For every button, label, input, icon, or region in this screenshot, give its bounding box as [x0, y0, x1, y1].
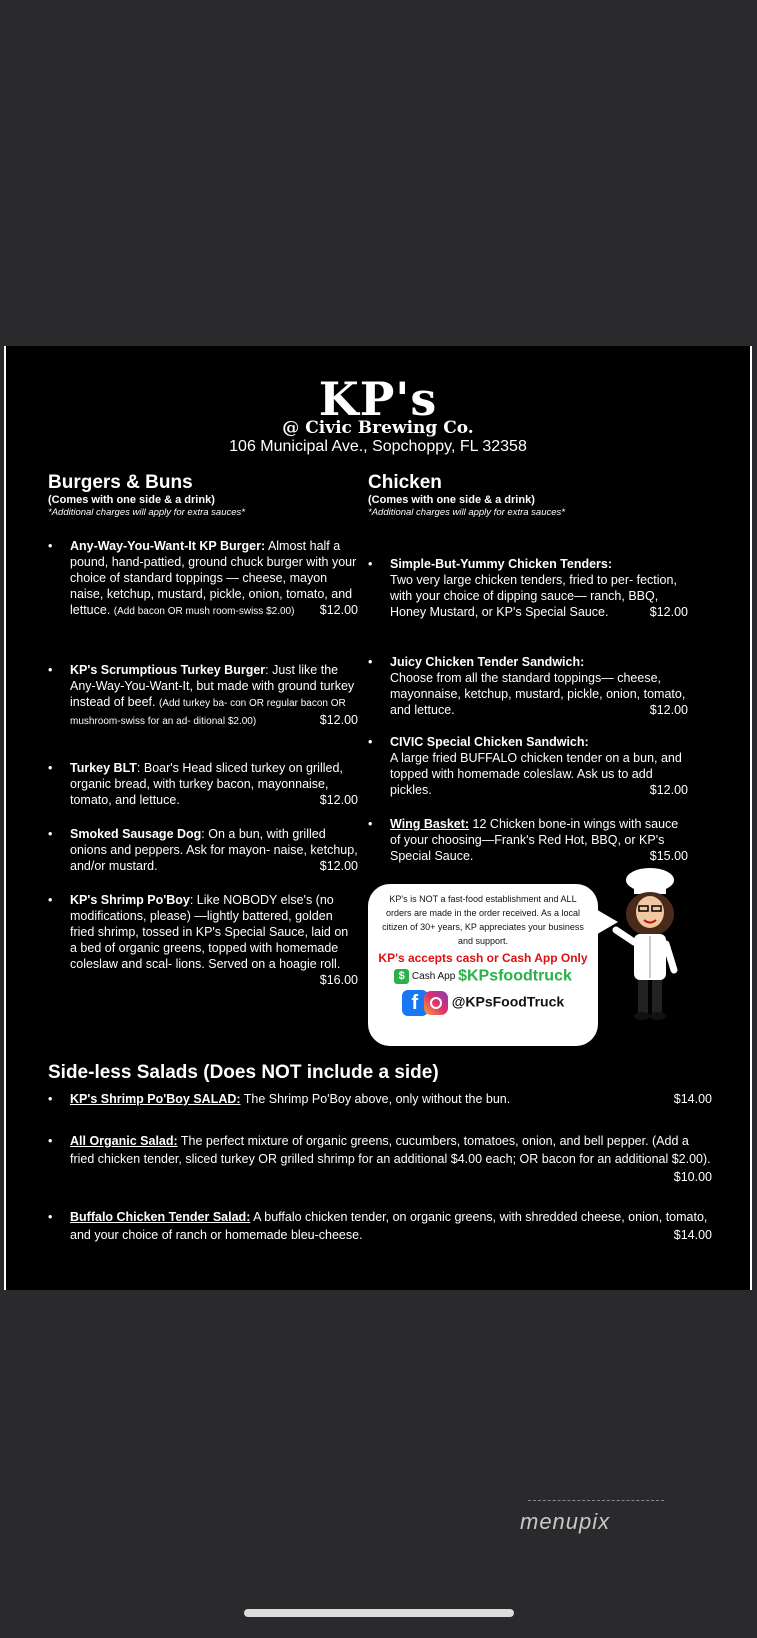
- section-heading: Side-less Salads (Does NOT include a side): [48, 1062, 439, 1083]
- item-price: $12.00: [319, 713, 358, 727]
- item-price: $12.00: [319, 603, 358, 617]
- item-price: $16.00: [319, 973, 358, 987]
- item-price: $10.00: [673, 1170, 712, 1184]
- item-price: $12.00: [319, 859, 358, 873]
- burgers-section: [48, 472, 358, 987]
- item-price: $14.00: [673, 1228, 712, 1242]
- menu-item-shrimp-poboy: • KP's Shrimp Po'Boy: Like NOBODY else's (no modifications, please) —lightly battered, golden fried shrimp, tossed in KP's Special Sauce, laid on a bed of organic greens, topped with homemade coleslaw and scal- lions. Served on a hoagie roll. $16.00: [48, 893, 358, 987]
- section-note-sauces: *Additional charges will apply for extra sauces*: [48, 507, 245, 518]
- section-note-sauces: *Additional charges will apply for extra sauces*: [368, 507, 565, 518]
- menu-item-tender-sandwich: • Juicy Chicken Tender Sandwich: Choose from all the standard toppings— cheese, mayonnaise, ketchup, mustard, pickle, onion, tomato, and lettuce. $12.00: [368, 655, 688, 717]
- cashtag: $KPsfoodtruck: [458, 967, 572, 985]
- menu-item-civic-sandwich: • CIVIC Special Chicken Sandwich: A large fried BUFFALO chicken tender on a bun, and topped with homemade coleslaw. Ask us to add pickles. $12.00: [368, 735, 688, 797]
- menu-item-wing-basket: • Wing Basket: 12 Chicken bone-in wings with sauce of your choosing—Frank's Red Hot, BBQ, or KP's Special Sauce. $15.00: [368, 817, 688, 863]
- facebook-icon: f: [402, 990, 428, 1016]
- social-row: [378, 990, 588, 1016]
- address: 106 Municipal Ave., Sopchoppy, FL 32358: [229, 438, 527, 455]
- menu-item-organic-salad: • All Organic Salad: The perfect mixture of organic greens, cucumbers, tomatoes, onion, and bell pepper. (Add a fried chicken tender, sliced turkey OR grilled shrimp for an additional $4.00 each; OR bacon for an additional $2.00). $10.00: [48, 1134, 712, 1184]
- menu-item-turkey-blt: • Turkey BLT: Boar's Head sliced turkey on grilled, organic bread, with turkey bacon, mayonnaise, tomato, and lettuce. $12.00: [48, 761, 358, 807]
- venue-subtitle: @ Civic Brewing Co.: [282, 418, 474, 438]
- section-note: (Comes with one side & a drink): [368, 494, 535, 506]
- instagram-icon: [424, 991, 448, 1015]
- item-price: $12.00: [649, 605, 688, 619]
- home-indicator[interactable]: [244, 1609, 514, 1617]
- chicken-section: [368, 472, 688, 863]
- menu-item-kp-burger: • Any-Way-You-Want-It KP Burger: Almost half a pound, hand-pattied, ground chuck burger with your choice of standard toppings — cheese, mayon naise, ketchup, mustard, pickle, onion, tomato, and lettuce. (Add bacon OR mush room-swiss $2.00) $12.00: [48, 539, 358, 617]
- menu-item-poboy-salad: • KP's Shrimp Po'Boy SALAD: The Shrimp Po'Boy above, only without the bun. $14.00: [48, 1092, 712, 1106]
- info-bubble: [368, 884, 598, 1046]
- section-note: (Comes with one side & a drink): [48, 494, 215, 506]
- cashapp-icon: $: [394, 969, 409, 984]
- item-price: $14.00: [673, 1092, 712, 1106]
- item-price: $12.00: [649, 703, 688, 717]
- menu-item-buffalo-salad: • Buffalo Chicken Tender Salad: A buffalo chicken tender, on organic greens, with shredded cheese, onion, tomato, and your choice of ranch or homemade bleu-cheese. $14.00: [48, 1210, 712, 1242]
- restaurant-title: KP's: [318, 372, 438, 426]
- payment-note: KP's accepts cash or Cash App Only: [378, 951, 588, 965]
- section-heading: Burgers & Buns: [48, 472, 193, 493]
- item-price: $15.00: [649, 849, 688, 863]
- menu-item-turkey-burger: • KP's Scrumptious Turkey Burger: Just like the Any-Way-You-Want-It, but made with ground turkey instead of beef. (Add turkey ba- con OR regular bacon OR mushroom-swiss for an ad- ditional $2.00) $12.00: [48, 663, 358, 727]
- cashapp-row: $ Cash App $KPsfoodtruck: [378, 969, 588, 984]
- item-price: $12.00: [649, 783, 688, 797]
- menu-item-sausage-dog: • Smoked Sausage Dog: On a bun, with grilled onions and peppers. Ask for mayon- naise, ketchup, and/or mustard. $12.00: [48, 827, 358, 873]
- item-price: $12.00: [319, 793, 358, 807]
- chef-cartoon-icon: [610, 866, 690, 1026]
- social-handle: @KPsFoodTruck: [451, 993, 565, 1010]
- section-heading: Chicken: [368, 472, 442, 493]
- policy-text: KP's is NOT a fast-food establishment and ALL orders are made in the order received. As a local citizen of 30+ years, KP appreciates your business and support.: [382, 894, 584, 946]
- salads-section: [48, 1062, 712, 1242]
- menu-item-chicken-tenders: • Simple-But-Yummy Chicken Tenders: Two very large chicken tenders, fried to per- fection, with your choice of dipping sauce— ranch, BBQ, Honey Mustard, or KP's Special Sauce. $12.00: [368, 557, 688, 619]
- watermark-divider: [528, 1500, 664, 1501]
- menu-card: [4, 346, 752, 1290]
- watermark-logo: menupix: [520, 1509, 611, 1534]
